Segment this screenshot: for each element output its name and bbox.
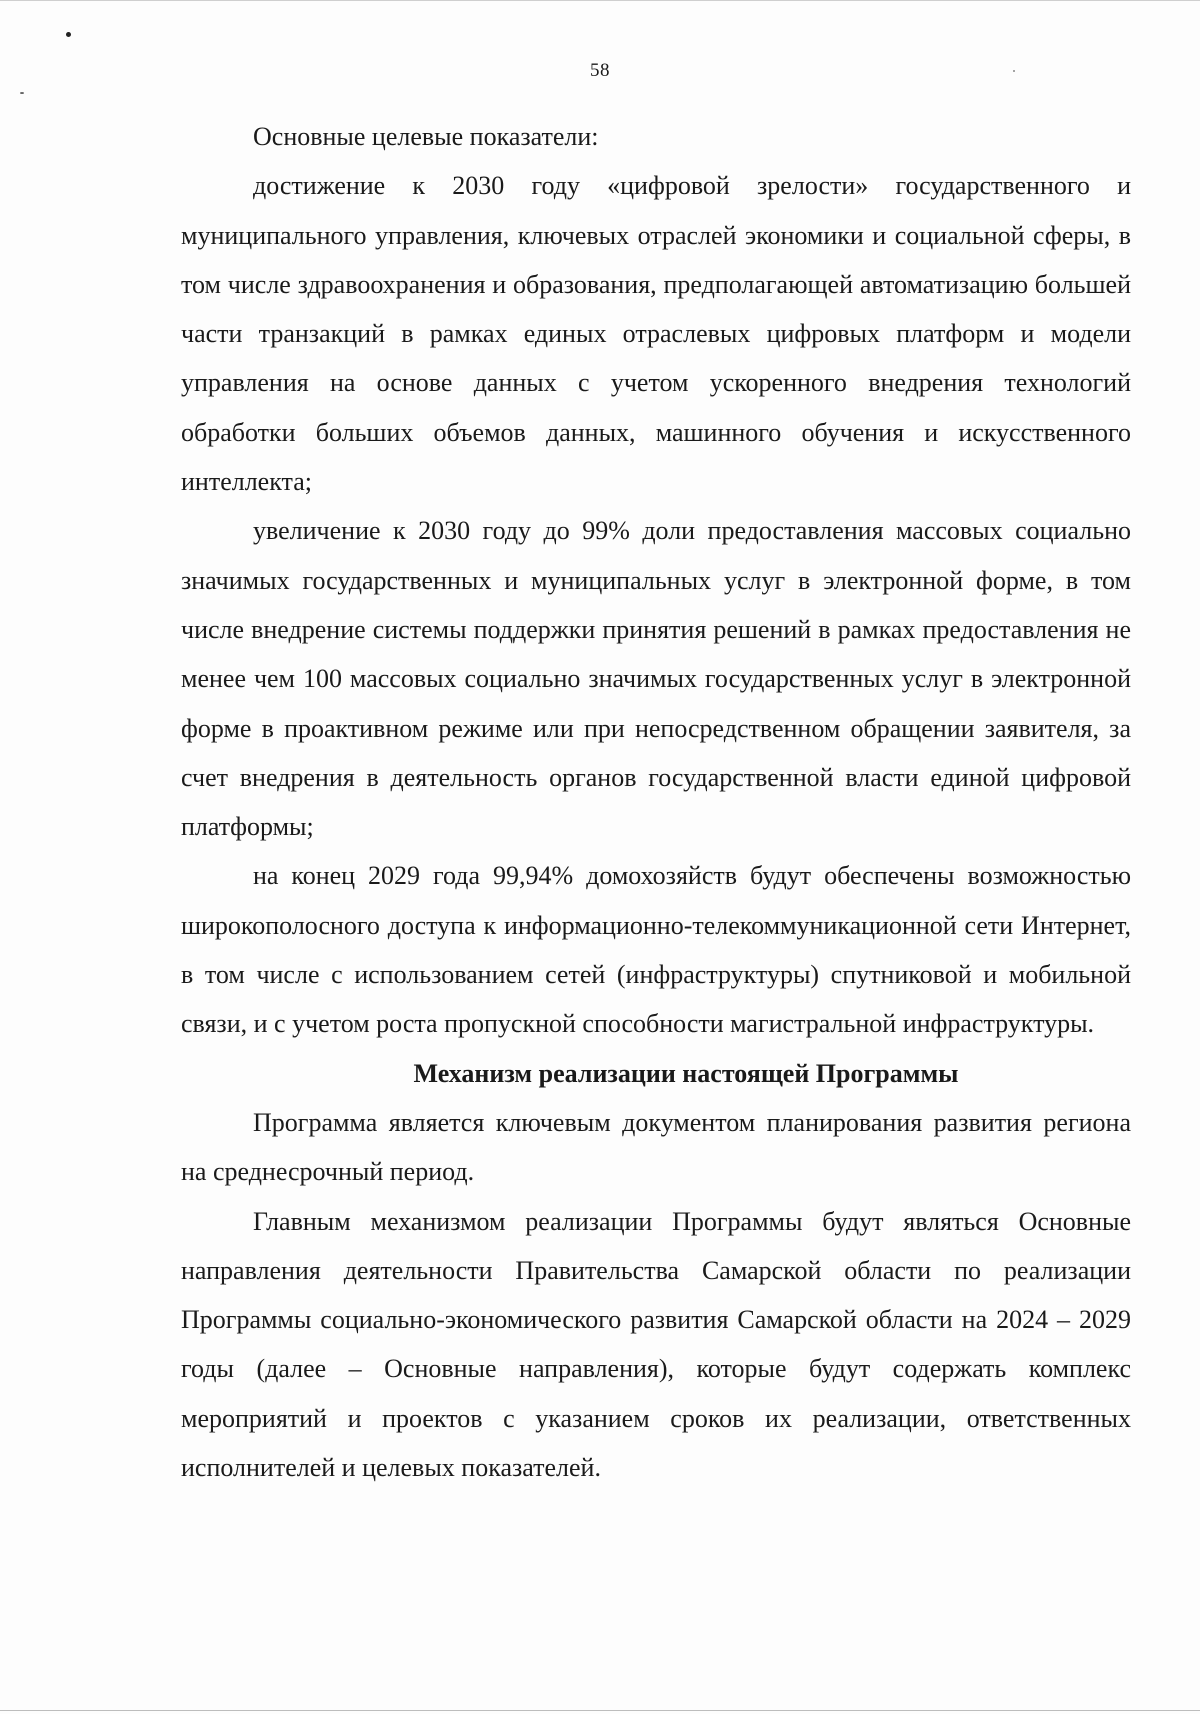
scan-edge-top <box>0 0 1200 1</box>
paragraph-public-services: увеличение к 2030 году до 99% доли предоставления массовых социально значимых государственных и муниципальных услуг в электронной форме, в том числе внедрение системы поддержки принятия решений в рамках предоставления не менее чем 100 массовых социально значимых государственных услуг в электронной форме в проактивном режиме или при непосредственном обращении заявителя, за счет внедрения в деятельность органов государственной власти единой цифровой платформы; <box>181 516 1131 842</box>
scan-edge-bottom <box>0 1710 1200 1711</box>
paragraph-digital-maturity: достижение к 2030 году «цифровой зрелости» государственного и муниципального управления, ключевых отраслей экономики и социальной сферы, в том числе здравоохранения и образования, предполагающей автоматизацию большей части транзакций в рамках единых отраслевых цифровых платформ и модели управления на основе данных с учетом ускоренного внедрения технологий обработки больших объемов данных, машинного обучения и искусственного интеллекта; <box>181 171 1131 497</box>
paragraph-implementation-mechanism: Главным механизмом реализации Программы будут являться Основные направления деятельности Правительства Самарской области по реализации Программы социально-экономического развития Самарской области на 2024 – 2029 годы (далее – Основные направления), которые будут содержать комплекс мероприятий и проектов с указанием сроков их реализации, ответственных исполнителей и целевых показателей. <box>181 1206 1131 1483</box>
page-number: 58 <box>590 60 610 81</box>
section-heading: Механизм реализации настоящей Программы <box>413 1058 959 1088</box>
scan-speck <box>66 32 71 37</box>
paragraph-program-role: Программа является ключевым документом планирования развития региона на среднесрочный период. <box>181 1107 1131 1187</box>
paragraph-targets-intro: Основные целевые показатели: <box>253 122 599 151</box>
paragraph-broadband: на конец 2029 года 99,94% домохозяйств будут обеспечены возможностью широкополосного доступа к информационно-телекоммуникационной сети Интернет, в том числе с использованием сетей (инфраструктуры) спутниковой и мобильной связи, и с учетом роста пропускной способности магистральной инфраструктуры. <box>181 861 1131 1039</box>
scan-speck <box>20 92 24 94</box>
document-body <box>181 112 1131 1492</box>
